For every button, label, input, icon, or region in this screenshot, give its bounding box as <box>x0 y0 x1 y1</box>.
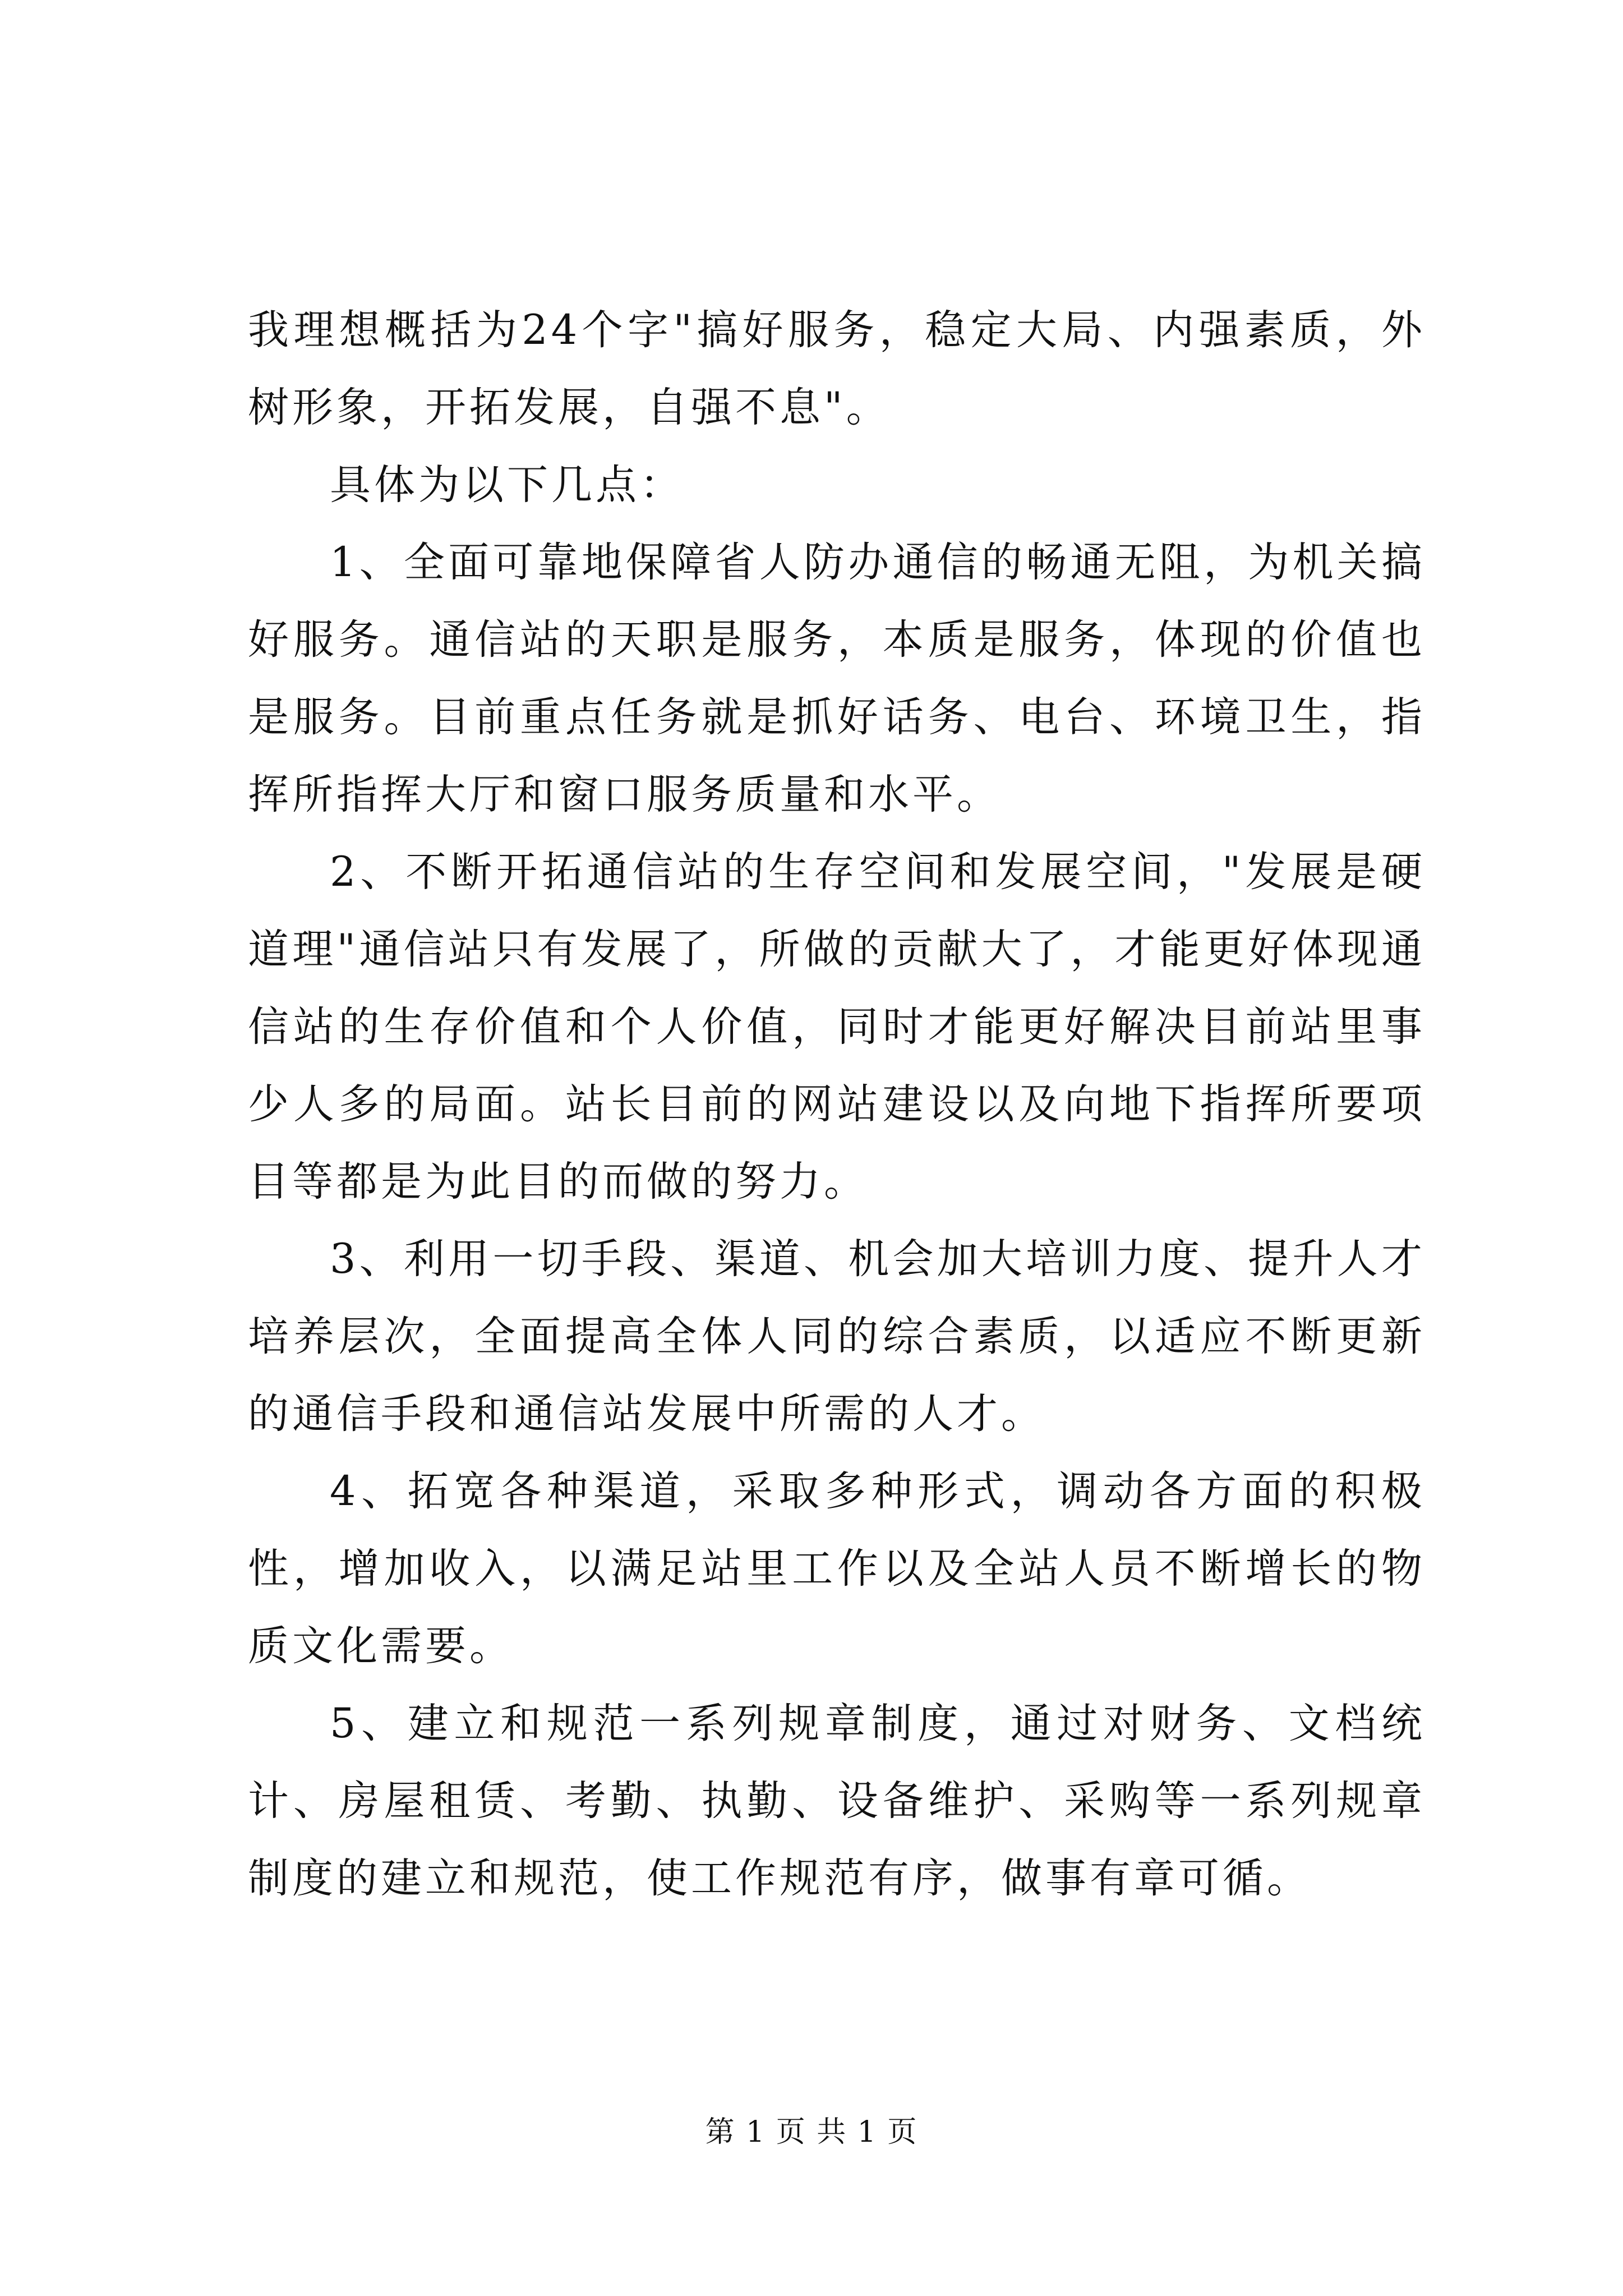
paragraph-points-heading: 具体为以下几点： <box>330 461 684 509</box>
paragraph-intro-continuation: 我理想概括为24个字"搞好服务，稳定大局、内强素质，外树形象，开拓发展，自强不息"。 <box>248 306 1426 431</box>
paragraph-point-4: 4、拓宽各种渠道，采取多种形式，调动各方面的积极性，增加收入，以满足站里工作以及全站人员不断增长的物质文化需要。 <box>248 1467 1426 1670</box>
document-body <box>248 292 1426 1917</box>
paragraph-point-2: 2、不断开拓通信站的生存空间和发展空间，"发展是硬道理"通信站只有发展了，所做的贡献大了，才能更好体现通信站的生存价值和个人价值，同时才能更好解决目前站里事少人多的局面。站长目前的网站建设以及向地下指挥所要项目等都是为此目的而做的努力。 <box>248 848 1426 1205</box>
paragraph-point-1: 1、全面可靠地保障省人防办通信的畅通无阻，为机关搞好服务。通信站的天职是服务，本质是服务，体现的价值也是服务。目前重点任务就是抓好话务、电台、环境卫生，指挥所指挥大厅和窗口服务质量和水平。 <box>248 539 1426 818</box>
paragraph-point-3: 3、利用一切手段、渠道、机会加大培训力度、提升人才培养层次，全面提高全体人同的综合素质，以适应不断更新的通信手段和通信站发展中所需的人才。 <box>248 1235 1426 1438</box>
page-number-footer: 第 1 页 共 1 页 <box>705 2115 918 2149</box>
paragraph-point-5: 5、建立和规范一系列规章制度，通过对财务、文档统计、房屋租赁、考勤、执勤、设备维护、采购等一系列规章制度的建立和规范，使工作规范有序，做事有章可循。 <box>248 1700 1426 1902</box>
